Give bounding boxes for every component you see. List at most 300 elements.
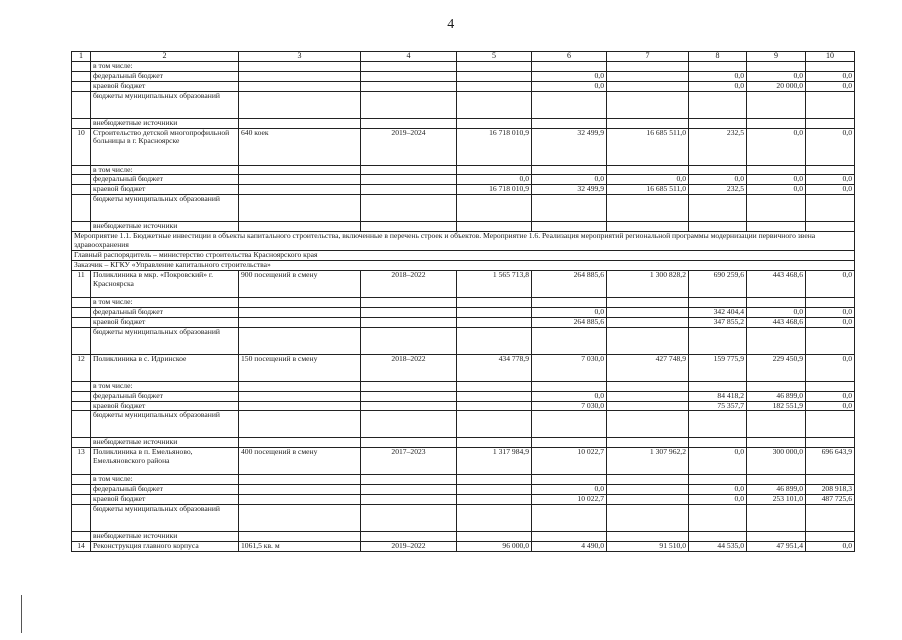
section-row xyxy=(72,261,855,271)
table-cell-col-9 xyxy=(747,61,806,71)
table-cell-col-1 xyxy=(72,327,91,354)
table-cell-col-1 xyxy=(72,381,91,391)
table-cell-col-8 xyxy=(689,438,747,448)
table-cell-col-1 xyxy=(72,532,91,542)
table-cell-col-1 xyxy=(72,185,91,195)
table-cell-col-2: краевой бюджет xyxy=(91,495,239,505)
table-cell-col-6 xyxy=(532,411,607,438)
table-cell-col-4 xyxy=(361,118,457,128)
table-cell-col-4 xyxy=(361,61,457,71)
table-cell-col-4 xyxy=(361,81,457,91)
table-cell-col-6 xyxy=(532,505,607,532)
table-cell-col-10 xyxy=(806,327,855,354)
table-row xyxy=(72,270,855,297)
table-cell-col-2: Строительство детской многопрофильной больницы в г. Красноярске xyxy=(91,128,239,165)
table-cell-col-1 xyxy=(72,118,91,128)
table-cell-col-5: 16 718 010,9 xyxy=(457,128,532,165)
table-cell-col-10: 0,0 xyxy=(806,391,855,401)
table-cell-col-3: 640 коек xyxy=(239,128,361,165)
table-row xyxy=(72,165,855,175)
table-cell-col-7: 427 748,9 xyxy=(607,354,689,381)
table-cell-col-2: федеральный бюджет xyxy=(91,175,239,185)
table-row xyxy=(72,195,855,222)
table-cell-col-2: внебюджетные источники xyxy=(91,118,239,128)
table-cell-col-5 xyxy=(457,71,532,81)
table-cell-col-3 xyxy=(239,381,361,391)
table-cell-col-10 xyxy=(806,505,855,532)
table-cell-col-7 xyxy=(607,495,689,505)
table-row xyxy=(72,541,855,551)
table-cell-col-9 xyxy=(747,165,806,175)
table-cell-col-7 xyxy=(607,485,689,495)
table-cell-col-8: 0,0 xyxy=(689,81,747,91)
column-header: 10 xyxy=(806,52,855,62)
table-cell-col-5 xyxy=(457,327,532,354)
table-cell-col-8: 347 855,2 xyxy=(689,317,747,327)
table-cell-col-5 xyxy=(457,222,532,232)
table-cell-col-1 xyxy=(72,438,91,448)
table-cell-col-6: 0,0 xyxy=(532,175,607,185)
table-cell-col-10: 0,0 xyxy=(806,128,855,165)
table-cell-col-1: 14 xyxy=(72,541,91,551)
table-cell-col-10: 0,0 xyxy=(806,81,855,91)
table-cell-col-3: 400 посещений в смену xyxy=(239,448,361,475)
table-cell-col-8: 0,0 xyxy=(689,485,747,495)
table-cell-col-8: 75 357,7 xyxy=(689,401,747,411)
table-cell-col-4 xyxy=(361,195,457,222)
table-cell-col-4 xyxy=(361,381,457,391)
table-cell-col-2: федеральный бюджет xyxy=(91,71,239,81)
table-cell-col-8: 159 775,9 xyxy=(689,354,747,381)
table-cell-col-4 xyxy=(361,317,457,327)
table-cell-col-4 xyxy=(361,485,457,495)
table-cell-col-3 xyxy=(239,91,361,118)
table-cell-col-6 xyxy=(532,327,607,354)
column-header: 4 xyxy=(361,52,457,62)
table-row xyxy=(72,307,855,317)
table-row xyxy=(72,495,855,505)
table-cell-col-8: 232,5 xyxy=(689,185,747,195)
table-cell-col-7 xyxy=(607,391,689,401)
table-cell-col-10 xyxy=(806,118,855,128)
table-cell-col-6 xyxy=(532,118,607,128)
table-cell-col-9 xyxy=(747,532,806,542)
table-cell-col-5: 0,0 xyxy=(457,175,532,185)
table-row xyxy=(72,485,855,495)
table-cell-col-2: краевой бюджет xyxy=(91,81,239,91)
table-cell-col-1 xyxy=(72,317,91,327)
table-cell-col-3 xyxy=(239,185,361,195)
table-row xyxy=(72,317,855,327)
table-cell-col-2: Реконструкция главного корпуса xyxy=(91,541,239,551)
table-cell-col-4 xyxy=(361,475,457,485)
table-cell-col-10: 0,0 xyxy=(806,317,855,327)
table-cell-col-5 xyxy=(457,61,532,71)
table-cell-col-9: 0,0 xyxy=(747,307,806,317)
table-cell-col-1: 12 xyxy=(72,354,91,381)
table-cell-col-10: 0,0 xyxy=(806,307,855,317)
table-cell-col-2: внебюджетные источники xyxy=(91,438,239,448)
table-cell-col-6: 0,0 xyxy=(532,81,607,91)
table-cell-col-1 xyxy=(72,165,91,175)
column-header: 3 xyxy=(239,52,361,62)
table-cell-col-2: в том числе: xyxy=(91,381,239,391)
table-cell-col-2: федеральный бюджет xyxy=(91,485,239,495)
table-cell-col-7 xyxy=(607,71,689,81)
table-cell-col-9 xyxy=(747,411,806,438)
budget-table xyxy=(71,51,855,552)
table-cell-col-2: краевой бюджет xyxy=(91,185,239,195)
table-cell-col-9 xyxy=(747,195,806,222)
table-cell-col-1 xyxy=(72,222,91,232)
table-cell-col-4: 2017–2023 xyxy=(361,448,457,475)
table-cell-col-3 xyxy=(239,391,361,401)
table-cell-col-4 xyxy=(361,401,457,411)
table-cell-col-9: 443 468,6 xyxy=(747,270,806,297)
table-cell-col-8: 44 535,0 xyxy=(689,541,747,551)
table-cell-col-9 xyxy=(747,297,806,307)
table-cell-col-5 xyxy=(457,505,532,532)
table-cell-col-6: 0,0 xyxy=(532,71,607,81)
table-cell-col-9 xyxy=(747,381,806,391)
table-cell-col-8: 0,0 xyxy=(689,71,747,81)
table-cell-col-6 xyxy=(532,475,607,485)
table-cell-col-6: 10 022,7 xyxy=(532,495,607,505)
table-cell-col-6 xyxy=(532,297,607,307)
table-cell-col-2: в том числе: xyxy=(91,297,239,307)
table-cell-col-8 xyxy=(689,61,747,71)
table-cell-col-9: 300 000,0 xyxy=(747,448,806,475)
table-cell-col-2: внебюджетные источники xyxy=(91,222,239,232)
table-row xyxy=(72,532,855,542)
table-cell-col-3: 1061,5 кв. м xyxy=(239,541,361,551)
table-cell-col-1 xyxy=(72,81,91,91)
section-row xyxy=(72,232,855,251)
table-cell-col-2: бюджеты муниципальных образований xyxy=(91,411,239,438)
table-cell-col-8: 232,5 xyxy=(689,128,747,165)
table-cell-col-10 xyxy=(806,438,855,448)
table-cell-col-8 xyxy=(689,327,747,354)
table-cell-col-7 xyxy=(607,81,689,91)
table-cell-col-8 xyxy=(689,118,747,128)
table-cell-col-2: в том числе: xyxy=(91,165,239,175)
table-cell-col-5: 1 565 713,8 xyxy=(457,270,532,297)
table-cell-col-6 xyxy=(532,381,607,391)
table-cell-col-9: 0,0 xyxy=(747,128,806,165)
table-cell-col-8: 0,0 xyxy=(689,175,747,185)
table-cell-col-9: 253 101,0 xyxy=(747,495,806,505)
table-cell-col-7 xyxy=(607,381,689,391)
table-cell-col-4: 2018–2022 xyxy=(361,354,457,381)
table-cell-col-10: 0,0 xyxy=(806,185,855,195)
table-cell-col-3 xyxy=(239,165,361,175)
table-cell-col-9: 0,0 xyxy=(747,185,806,195)
table-cell-col-8 xyxy=(689,532,747,542)
table-cell-col-3 xyxy=(239,505,361,532)
table-cell-col-5: 434 778,9 xyxy=(457,354,532,381)
table-cell-col-9: 47 951,4 xyxy=(747,541,806,551)
table-cell-col-5 xyxy=(457,91,532,118)
table-cell-col-9: 20 000,0 xyxy=(747,81,806,91)
table-cell-col-5: 1 317 984,9 xyxy=(457,448,532,475)
table-cell-col-7 xyxy=(607,307,689,317)
table-cell-col-4: 2019–2024 xyxy=(361,128,457,165)
table-cell-col-1: 11 xyxy=(72,270,91,297)
table-cell-col-2: бюджеты муниципальных образований xyxy=(91,327,239,354)
table-cell-col-10 xyxy=(806,195,855,222)
table-cell-col-1 xyxy=(72,91,91,118)
table-row xyxy=(72,118,855,128)
table-cell-col-5 xyxy=(457,532,532,542)
table-cell-col-1 xyxy=(72,297,91,307)
table-cell-col-10 xyxy=(806,532,855,542)
table-cell-col-7 xyxy=(607,505,689,532)
table-cell-col-5 xyxy=(457,81,532,91)
table-cell-col-7 xyxy=(607,532,689,542)
table-cell-col-2: в том числе: xyxy=(91,475,239,485)
table-cell-col-7: 1 307 962,2 xyxy=(607,448,689,475)
table-cell-col-10 xyxy=(806,91,855,118)
table-cell-col-9 xyxy=(747,327,806,354)
table-cell-col-3 xyxy=(239,495,361,505)
table-cell-col-5 xyxy=(457,411,532,438)
table-cell-col-9 xyxy=(747,438,806,448)
table-cell-col-4 xyxy=(361,71,457,81)
table-cell-col-10 xyxy=(806,297,855,307)
table-cell-col-8 xyxy=(689,475,747,485)
table-cell-col-1: 13 xyxy=(72,448,91,475)
table-cell-col-8 xyxy=(689,505,747,532)
table-cell-col-2: Поликлиника в мкр. «Покровский» г. Красноярска xyxy=(91,270,239,297)
table-row xyxy=(72,401,855,411)
table-cell-col-10: 0,0 xyxy=(806,71,855,81)
table-cell-col-6: 264 885,6 xyxy=(532,270,607,297)
table-cell-col-7 xyxy=(607,61,689,71)
table-cell-col-6: 4 490,0 xyxy=(532,541,607,551)
column-header: 2 xyxy=(91,52,239,62)
table-cell-col-6 xyxy=(532,91,607,118)
section-text: Мероприятие 1.1. Бюджетные инвестиции в объекты капитального строительства, включенные в перечень строек и объектов. Мероприятие 1.6. Реализация мероприятий региональной программы модернизации первичного звена здравоохранения xyxy=(72,232,855,251)
table-body xyxy=(72,61,855,551)
table-cell-col-4 xyxy=(361,532,457,542)
column-header: 6 xyxy=(532,52,607,62)
table-cell-col-2: бюджеты муниципальных образований xyxy=(91,505,239,532)
page-number: 4 xyxy=(447,17,455,32)
table-cell-col-2: краевой бюджет xyxy=(91,401,239,411)
column-header: 8 xyxy=(689,52,747,62)
table-row xyxy=(72,297,855,307)
table-cell-col-5 xyxy=(457,475,532,485)
table-cell-col-8 xyxy=(689,381,747,391)
table-cell-col-3 xyxy=(239,297,361,307)
table-cell-col-3 xyxy=(239,195,361,222)
table-cell-col-7 xyxy=(607,165,689,175)
table-cell-col-3 xyxy=(239,317,361,327)
table-cell-col-10 xyxy=(806,411,855,438)
table-cell-col-5 xyxy=(457,495,532,505)
table-cell-col-4 xyxy=(361,391,457,401)
table-cell-col-10 xyxy=(806,475,855,485)
table-cell-col-4 xyxy=(361,222,457,232)
table-row xyxy=(72,354,855,381)
table-cell-col-4 xyxy=(361,495,457,505)
table-cell-col-1 xyxy=(72,195,91,222)
table-cell-col-1 xyxy=(72,71,91,81)
table-cell-col-4 xyxy=(361,307,457,317)
table-cell-col-5 xyxy=(457,438,532,448)
table-cell-col-3 xyxy=(239,71,361,81)
table-cell-col-9: 46 899,0 xyxy=(747,485,806,495)
column-header: 1 xyxy=(72,52,91,62)
table-cell-col-8 xyxy=(689,297,747,307)
table-cell-col-3 xyxy=(239,307,361,317)
table-cell-col-8 xyxy=(689,91,747,118)
table-cell-col-1 xyxy=(72,475,91,485)
table-row xyxy=(72,438,855,448)
table-cell-col-5: 96 000,0 xyxy=(457,541,532,551)
table-cell-col-9: 229 450,9 xyxy=(747,354,806,381)
table-cell-col-5 xyxy=(457,195,532,222)
column-header: 9 xyxy=(747,52,806,62)
table-cell-col-4 xyxy=(361,175,457,185)
table-cell-col-6 xyxy=(532,222,607,232)
table-row xyxy=(72,411,855,438)
table-cell-col-7 xyxy=(607,195,689,222)
table-cell-col-9: 443 468,6 xyxy=(747,317,806,327)
table-cell-col-8: 690 259,6 xyxy=(689,270,747,297)
table-row xyxy=(72,327,855,354)
table-cell-col-8: 84 418,2 xyxy=(689,391,747,401)
table-cell-col-4 xyxy=(361,327,457,354)
table-cell-col-9 xyxy=(747,475,806,485)
table-cell-col-8: 0,0 xyxy=(689,448,747,475)
table-cell-col-3: 150 посещений в смену xyxy=(239,354,361,381)
table-cell-col-1 xyxy=(72,175,91,185)
table-cell-col-9: 0,0 xyxy=(747,71,806,81)
table-cell-col-1 xyxy=(72,401,91,411)
table-cell-col-1 xyxy=(72,411,91,438)
table-cell-col-7 xyxy=(607,118,689,128)
table-cell-col-7 xyxy=(607,401,689,411)
table-cell-col-8 xyxy=(689,195,747,222)
table-cell-col-4 xyxy=(361,297,457,307)
table-cell-col-5 xyxy=(457,118,532,128)
table-row xyxy=(72,505,855,532)
table-cell-col-1: 10 xyxy=(72,128,91,165)
column-header: 5 xyxy=(457,52,532,62)
table-cell-col-2: Поликлиника в с. Идринское xyxy=(91,354,239,381)
table-cell-col-10 xyxy=(806,165,855,175)
table-cell-col-4 xyxy=(361,411,457,438)
table-cell-col-7: 16 685 511,0 xyxy=(607,185,689,195)
table-cell-col-7 xyxy=(607,411,689,438)
table-cell-col-7 xyxy=(607,438,689,448)
table-cell-col-7: 16 685 511,0 xyxy=(607,128,689,165)
table-cell-col-10: 0,0 xyxy=(806,541,855,551)
table-cell-col-3 xyxy=(239,532,361,542)
table-cell-col-6 xyxy=(532,195,607,222)
table-row xyxy=(72,222,855,232)
table-cell-col-8: 342 404,4 xyxy=(689,307,747,317)
table-row xyxy=(72,185,855,195)
table-cell-col-3 xyxy=(239,61,361,71)
table-cell-col-2: бюджеты муниципальных образований xyxy=(91,195,239,222)
table-row xyxy=(72,381,855,391)
table-cell-col-7 xyxy=(607,475,689,485)
table-cell-col-10: 208 918,3 xyxy=(806,485,855,495)
table-cell-col-3 xyxy=(239,475,361,485)
table-cell-col-9: 182 551,9 xyxy=(747,401,806,411)
column-header: 7 xyxy=(607,52,689,62)
table-cell-col-9: 46 899,0 xyxy=(747,391,806,401)
table-row xyxy=(72,175,855,185)
table-row xyxy=(72,475,855,485)
table-cell-col-6 xyxy=(532,165,607,175)
table-cell-col-7 xyxy=(607,317,689,327)
table-cell-col-7 xyxy=(607,222,689,232)
table-cell-col-5 xyxy=(457,317,532,327)
table-cell-col-6 xyxy=(532,438,607,448)
table-cell-col-1 xyxy=(72,61,91,71)
table-cell-col-10 xyxy=(806,222,855,232)
table-cell-col-6 xyxy=(532,532,607,542)
table-cell-col-2: в том числе: xyxy=(91,61,239,71)
table-cell-col-5: 16 718 010,9 xyxy=(457,185,532,195)
table-cell-col-3 xyxy=(239,81,361,91)
table-cell-col-5 xyxy=(457,401,532,411)
table-cell-col-4 xyxy=(361,438,457,448)
table-cell-col-6: 0,0 xyxy=(532,307,607,317)
table-cell-col-6: 7 030,0 xyxy=(532,354,607,381)
margin-mark xyxy=(21,595,22,633)
table-cell-col-3 xyxy=(239,411,361,438)
table-row xyxy=(72,81,855,91)
table-cell-col-8 xyxy=(689,165,747,175)
table-cell-col-1 xyxy=(72,485,91,495)
table-cell-col-6: 0,0 xyxy=(532,391,607,401)
table-cell-col-6 xyxy=(532,61,607,71)
table-cell-col-8 xyxy=(689,222,747,232)
table-row xyxy=(72,448,855,475)
table-cell-col-9 xyxy=(747,118,806,128)
table-cell-col-1 xyxy=(72,391,91,401)
table-cell-col-5 xyxy=(457,297,532,307)
table-row xyxy=(72,128,855,165)
table-cell-col-7 xyxy=(607,327,689,354)
section-row xyxy=(72,251,855,261)
table-cell-col-5 xyxy=(457,307,532,317)
table-cell-col-2: внебюджетные источники xyxy=(91,532,239,542)
table-cell-col-8 xyxy=(689,411,747,438)
table-cell-col-10: 0,0 xyxy=(806,270,855,297)
table-cell-col-7: 1 300 828,2 xyxy=(607,270,689,297)
table-cell-col-5 xyxy=(457,381,532,391)
table-cell-col-1 xyxy=(72,307,91,317)
section-text: Заказчик – КГКУ «Управление капитального строительства» xyxy=(72,261,855,271)
table-cell-col-2: федеральный бюджет xyxy=(91,307,239,317)
table-cell-col-3 xyxy=(239,401,361,411)
table-cell-col-10: 0,0 xyxy=(806,175,855,185)
table-cell-col-8: 0,0 xyxy=(689,495,747,505)
table-cell-col-2: краевой бюджет xyxy=(91,317,239,327)
table-cell-col-3: 900 посещений в смену xyxy=(239,270,361,297)
table-cell-col-3 xyxy=(239,438,361,448)
table-cell-col-6: 7 030,0 xyxy=(532,401,607,411)
table-row xyxy=(72,91,855,118)
table-cell-col-5 xyxy=(457,391,532,401)
table-cell-col-4 xyxy=(361,185,457,195)
table-cell-col-4: 2018–2022 xyxy=(361,270,457,297)
